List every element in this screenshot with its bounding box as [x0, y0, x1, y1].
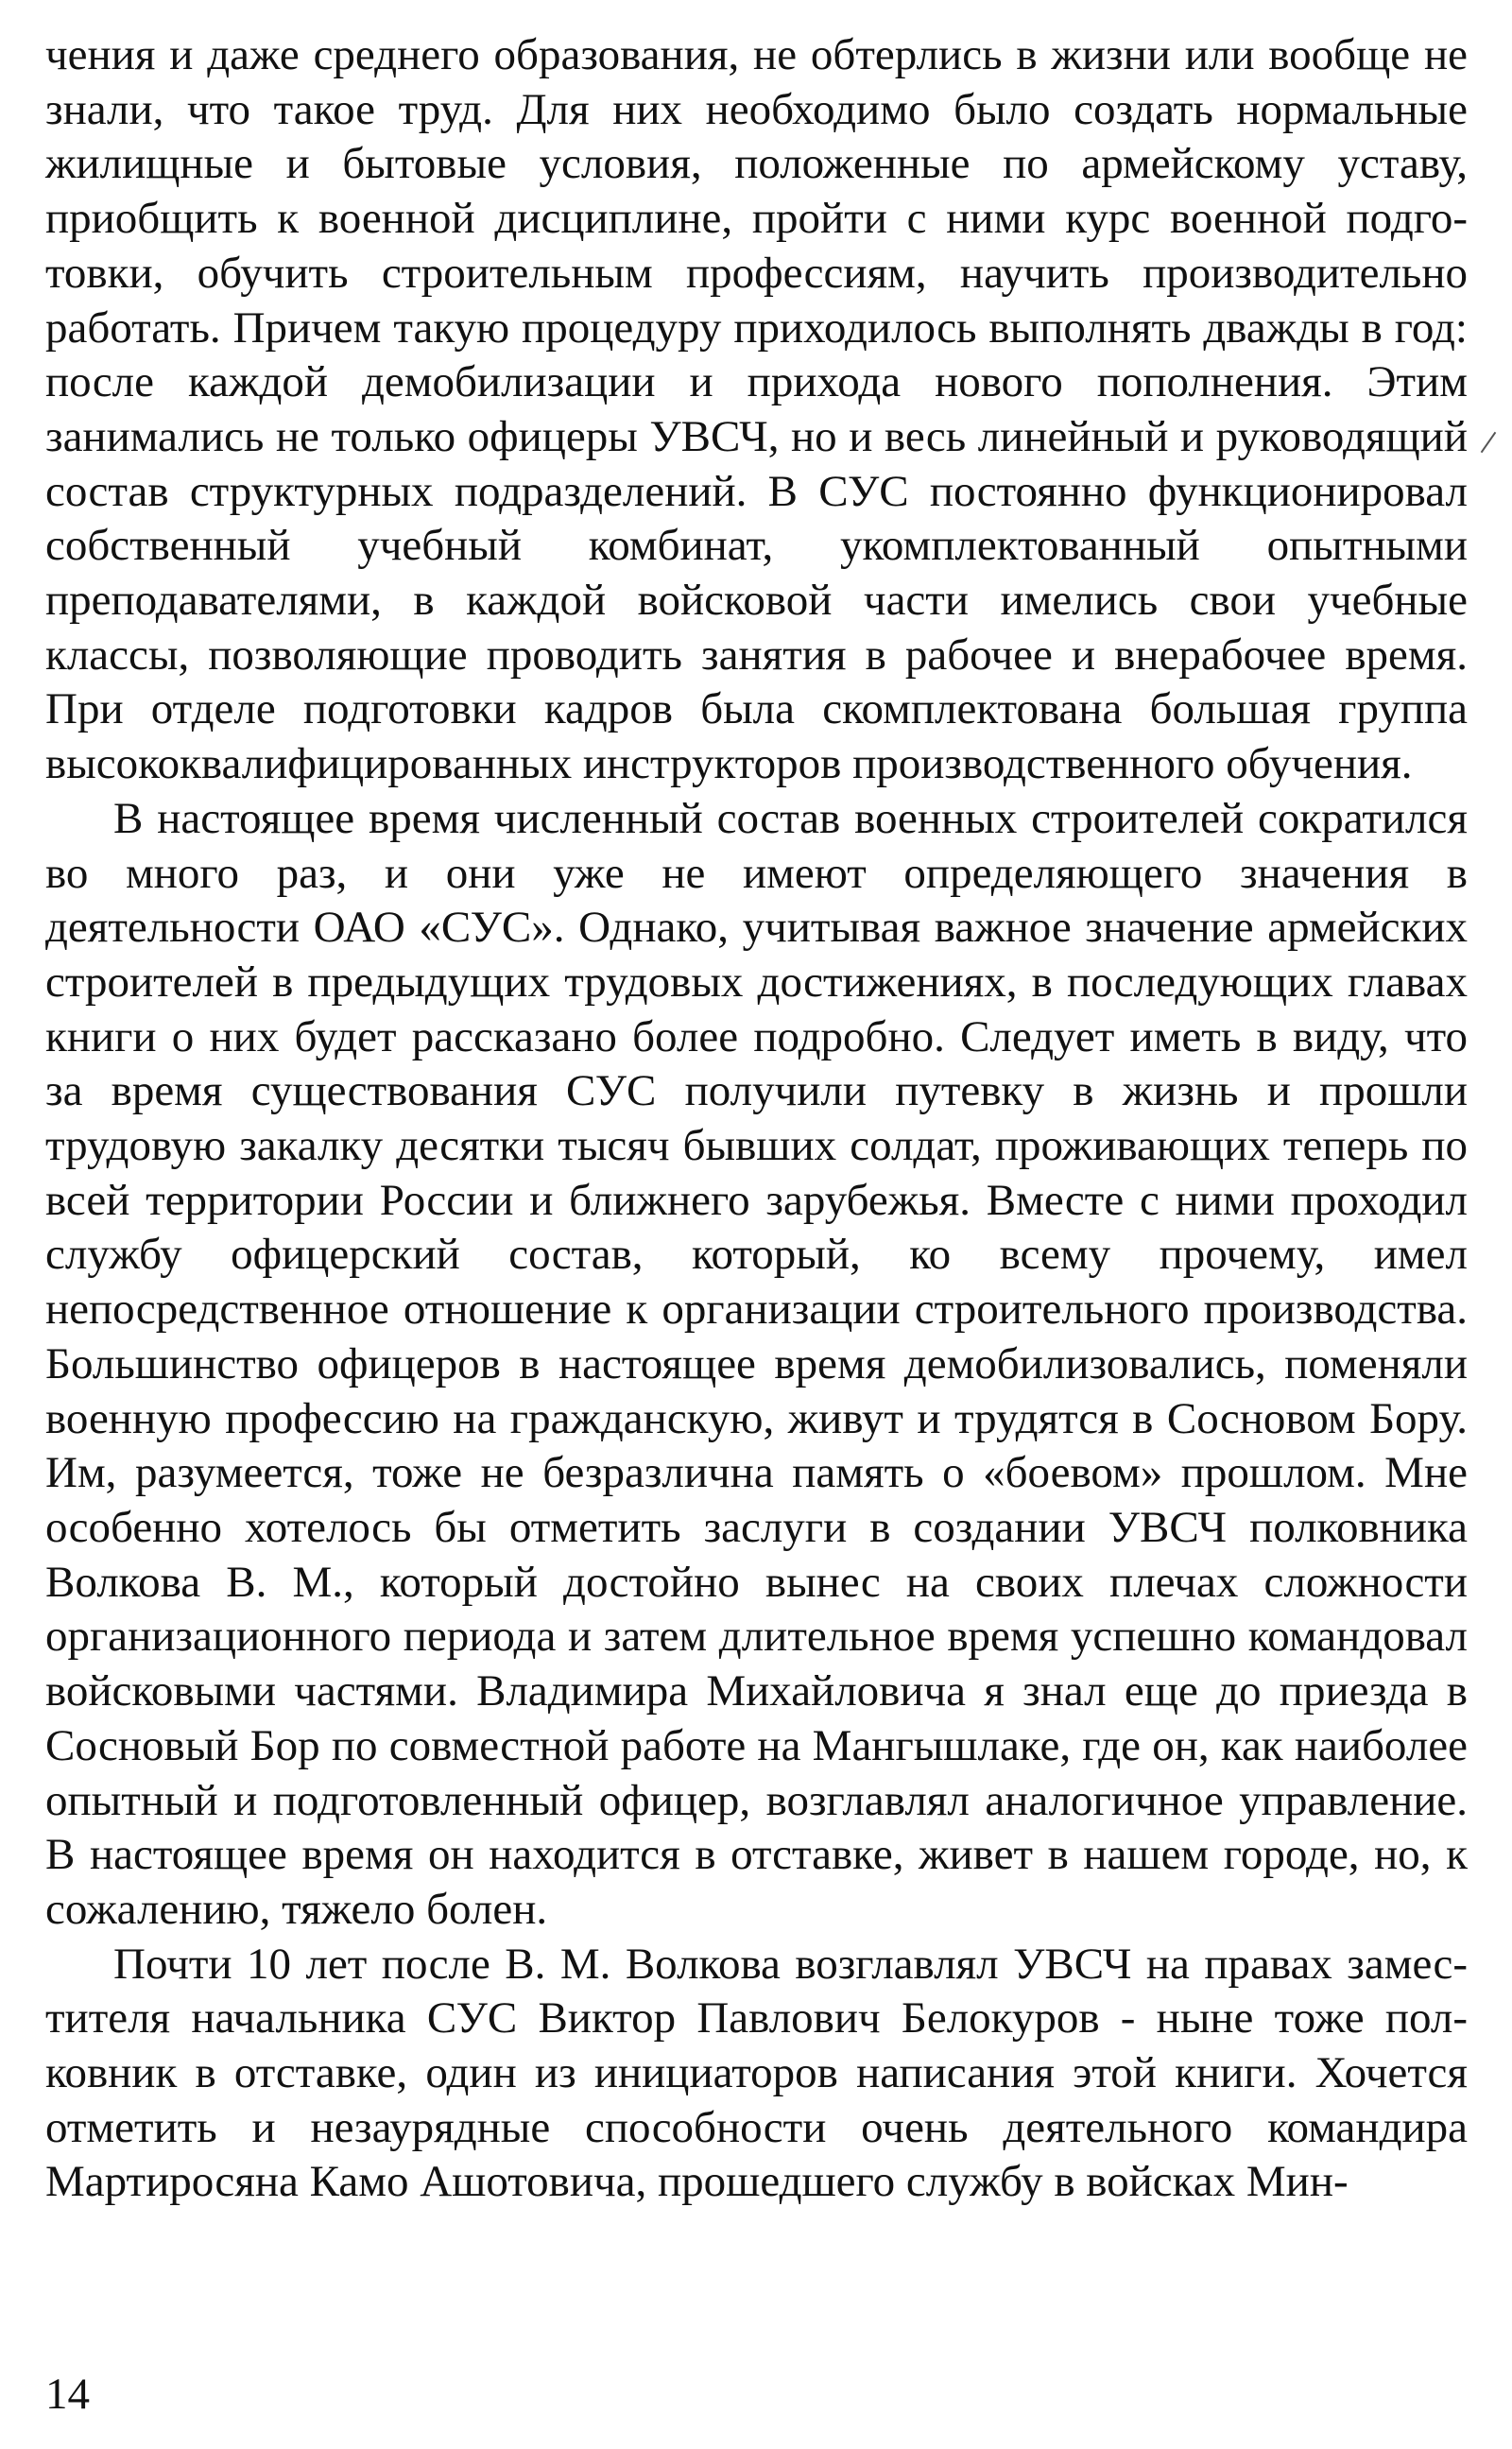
paragraph-3: Почти 10 лет после В. М. Волкова возглавлял УВСЧ на правах заместителя начальника СУС Виктор Павлович Белокуров - ныне тоже полковник в отставке, один из инициаторов написания этой книги. Хочется отметить и незаурядные способности очень деятельного командира Мартиросяна Камо Ашотовича, прошедшего службу в войсках Мин-	[45, 1939, 1468, 2207]
page-number: 14	[45, 2370, 90, 2419]
paragraph-1: чения и даже среднего образования, не обтерлись в жизни или вообще не знали, что такое труд. Для них необходимо было создать нормальные жилищные и бытовые условия, положенные по армейскому уставу, приобщить к военной дисциплине, пройти с ними курс военной подготовки, обучить строительным профессиям, научить производительно работать. Причем такую процедуру приходилось выполнять дважды в год: после каждой демобилизации и прихода нового пополнения. Этим занимались не только офицеры УВСЧ, но и весь линейный и руководящий состав структурных подразделений. В СУС постоянно функционировал собственный учебный комбинат, укомплектованный опытными преподавателями, в каждой войсковой части имелись свои учебные классы, позволяющие проводить занятия в рабочее и внерабочее время. При отделе подготовки кадров была скомплектована большая группа высококвалифицированных инструкторов производственного обучения.	[45, 30, 1468, 789]
margin-mark	[1481, 432, 1497, 453]
page-body	[45, 28, 1468, 2210]
paragraph-2: В настоящее время численный состав военных строителей сократился во много раз, и они уже не имеют определяющего значения в деятельности ОАО «СУС». Однако, учитывая важное значение армейских строителей в предыдущих трудовых достижениях, в последующих главах книги о них будет рассказано более подробно. Следует иметь в виду, что за время существования СУС получили путевку в жизнь и прошли трудовую закалку десятки тысяч бывших солдат, проживающих теперь по всей территории России и ближнего зарубежья. Вместе с ними проходил службу офицерский состав, который, ко всему прочему, имел непосредственное отношение к организации строительного производства. Большинство офицеров в настоящее время демобилизовались, поменяли военную профессию на гражданскую, живут и трудятся в Сосновом Бору. Им, разумеется, тоже не безразлична память о «боевом» прошлом. Мне особенно хотелось бы отметить заслуги в создании УВСЧ полковника Волкова В. М., который достойно вынес на своих плечах сложности организационного периода и затем длительное время успешно командовал войсковыми частями. Владимира Михайловича я знал еще до приезда в Сосновый Бор по совместной работе на Мангышлаке, где он, как наиболее опытный и подготовленный офицер, возглавлял аналогичное управление. В настоящее время он находится в отставке, живет в нашем городе, но, к сожалению, тяжело болен.	[45, 793, 1468, 1934]
